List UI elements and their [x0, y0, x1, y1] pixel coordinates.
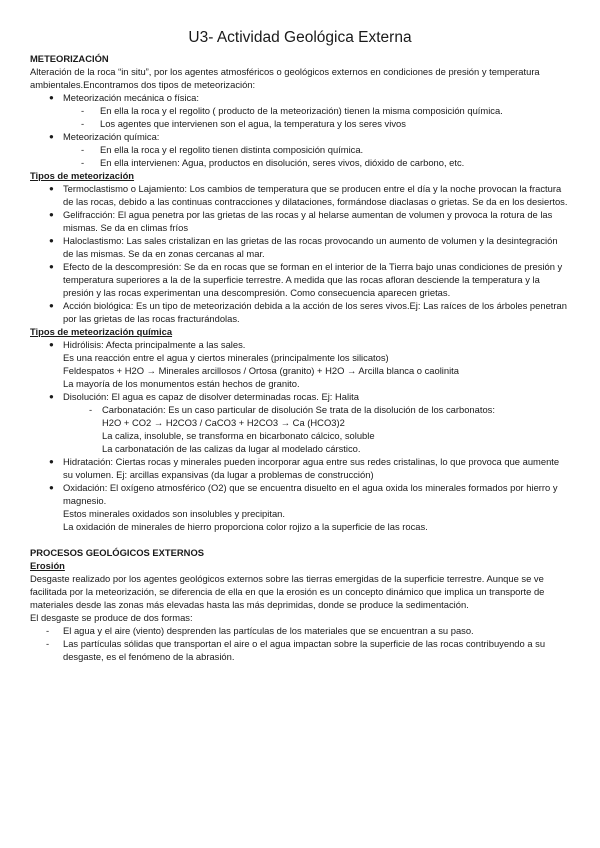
- document-title: U3- Actividad Geológica Externa: [188, 29, 412, 46]
- oxidacion-label: Oxidación: El oxígeno atmosférico (O2) que se encuentra disuelto en el agua oxida los minerales formados por hierro y magnesio.: [63, 482, 558, 506]
- desgaste-item: El agua y el aire (viento) desprenden las partículas de los materiales que se encuentran a su paso.: [63, 625, 474, 636]
- bullet-icon: ●: [49, 340, 54, 349]
- spacer: [30, 533, 570, 546]
- tipos-quimica-list: [30, 338, 570, 533]
- list-item: [30, 117, 570, 130]
- desgaste-item: Las partículas sólidas que transportan el aire o el agua impactan sobre la superficie de las rocas contribuyendo a su desgaste, es el fenómeno de la abrasión.: [63, 638, 546, 662]
- dash-icon: -: [46, 638, 50, 649]
- text-line: Es una reacción entre el agua y ciertos minerales (principalmente los silicatos): [63, 352, 389, 363]
- dash-icon: -: [89, 404, 93, 415]
- bullet-icon: ●: [49, 93, 54, 102]
- list-item: [30, 130, 570, 143]
- list-item: [30, 299, 570, 325]
- list-item: [30, 182, 570, 208]
- tipo-item: Efecto de la descompresión: Se da en rocas que se forman en el interior de la Tierra bajo unas condiciones de presión y temperatura superiores a la de la superficie terrestre. A medida que las rocas afloran desciende la temperatura y la presión y las rocas experimentan una descompresión. Como consecuencia aparecen grietas.: [63, 261, 563, 298]
- text-line: Estos minerales oxidados son insolubles y precipitan.: [63, 508, 285, 519]
- subsection-heading-erosion: Erosión: [30, 560, 65, 571]
- list-item: [30, 234, 570, 260]
- section-heading-procesos: PROCESOS GEOLÓGICOS EXTERNOS: [30, 547, 204, 558]
- erosion-paragraph: Desgaste realizado por los agentes geológicos externos sobre las tierras emergidas de la superficie terrestre. Aunque se ve facilitada por la meteorización, se diferencia de ella en que la erosión es un concepto dinámico que implica un transporte de materiales desde las zonas más elevadas hasta las más deprimidas, donde se produce la sedimentación.: [30, 573, 545, 610]
- dash-icon: -: [81, 118, 85, 129]
- bullet-icon: ●: [49, 210, 54, 219]
- carbonatacion-label: Carbonatación: Es un caso particular de disolución Se trata de la disolución de los carbonatos:: [102, 404, 495, 415]
- list-item: [30, 481, 570, 507]
- list-item: [30, 624, 570, 637]
- section-heading-meteorizacion: METEORIZACIÓN: [30, 53, 109, 64]
- list-item: [30, 104, 570, 117]
- list-item: [30, 455, 570, 481]
- section-heading-tipos-quimica: Tipos de meteorización química: [30, 326, 173, 337]
- mecanica-item: En ella la roca y el regolito ( producto de la meteorización) tienen la misma composición química.: [100, 105, 503, 116]
- dash-icon: -: [81, 157, 85, 168]
- quimica-item: En ella intervienen: Agua, productos en disolución, seres vivos, dióxido de carbono, etc.: [100, 157, 465, 168]
- list-item: [30, 91, 570, 104]
- hidratacion-text: Hidratación: Ciertas rocas y minerales pueden incorporar agua entre sus redes cristalinas, lo que provoca que aumente su volumen. Ej: arcillas expansivas (da lugar a problemas de construcción): [63, 456, 560, 480]
- list-item: [30, 143, 570, 156]
- text-line: La oxidación de minerales de hierro proporciona color rojizo a la superficie de las rocas.: [63, 521, 428, 532]
- desgaste-list: [30, 624, 570, 663]
- list-item: [30, 338, 570, 351]
- text-line: La carbonatación de las calizas da lugar al modelado cárstico.: [102, 443, 361, 454]
- bullet-icon: ●: [49, 132, 54, 141]
- mecanica-item: Los agentes que intervienen son el agua, la temperatura y los seres vivos: [100, 118, 406, 129]
- desgaste-intro: El desgaste se produce de dos formas:: [30, 612, 193, 623]
- list-item: [30, 403, 570, 416]
- hidrolisis-label: Hidrólisis: Afecta principalmente a las sales.: [63, 339, 246, 350]
- tipo-item: Gelifracción: El agua penetra por las grietas de las rocas y al helarse aumentan de volumen y provoca la rotura de las mismas. Se da en climas fríos: [63, 209, 553, 233]
- tipo-item: Termoclastismo o Lajamiento: Los cambios de temperatura que se producen entre el día y la noche provocan la fractura de las rocas, debido a las continuas contracciones y dilataciones, formándose diaclasas o grietas. Se da en los desiertos.: [63, 183, 568, 207]
- list-item: [30, 208, 570, 234]
- meteorizacion-intro: Alteración de la roca “in situ”, por los agentes atmosféricos o geológicos externos en condiciones de presión y temperatura ambientales.Encontramos dos tipos de meteorización:: [30, 66, 540, 90]
- text-line: La mayoría de los monumentos están hechos de granito.: [63, 378, 300, 389]
- dash-icon: -: [46, 625, 50, 636]
- section-heading-tipos: Tipos de meteorización: [30, 170, 135, 181]
- text-line: H2O + CO2 → H2CO3 / CaCO3 + H2CO3 → Ca (HCO3)2: [102, 417, 345, 428]
- tipos-list: [30, 182, 570, 325]
- text-line: La caliza, insoluble, se transforma en bicarbonato cálcico, soluble: [102, 430, 375, 441]
- text-line: Feldespatos + H2O → Minerales arcillosos / Ortosa (granito) + H2O → Arcilla blanca o caolinita: [63, 365, 460, 376]
- bullet-icon: ●: [49, 184, 54, 193]
- meteorizacion-types-list: [30, 91, 570, 169]
- list-item: [30, 390, 570, 403]
- bullet-icon: ●: [49, 457, 54, 466]
- bullet-icon: ●: [49, 483, 54, 492]
- bullet-icon: ●: [49, 262, 54, 271]
- quimica-label: Meteorización química:: [63, 131, 160, 142]
- bullet-icon: ●: [49, 392, 54, 401]
- tipo-item: Haloclastismo: Las sales cristalizan en las grietas de las rocas provocando un aumento de volumen y la desintegración de las mismas. Se da en zonas cercanas al mar.: [63, 235, 558, 259]
- bullet-icon: ●: [49, 236, 54, 245]
- dash-icon: -: [81, 105, 85, 116]
- list-item: [30, 156, 570, 169]
- list-item: [30, 260, 570, 299]
- disolucion-label: Disolución: El agua es capaz de disolver determinadas rocas. Ej: Halita: [63, 391, 359, 402]
- bullet-icon: ●: [49, 301, 54, 310]
- dash-icon: -: [81, 144, 85, 155]
- tipo-item: Acción biológica: Es un tipo de meteorización debida a la acción de los seres vivos.Ej: Las raíces de los árboles penetran por las grietas de las rocas fracturándolas.: [63, 300, 567, 324]
- list-item: [30, 637, 570, 663]
- quimica-item: En ella la roca y el regolito tienen distinta composición química.: [100, 144, 364, 155]
- mecanica-label: Meteorización mecánica o física:: [63, 92, 199, 103]
